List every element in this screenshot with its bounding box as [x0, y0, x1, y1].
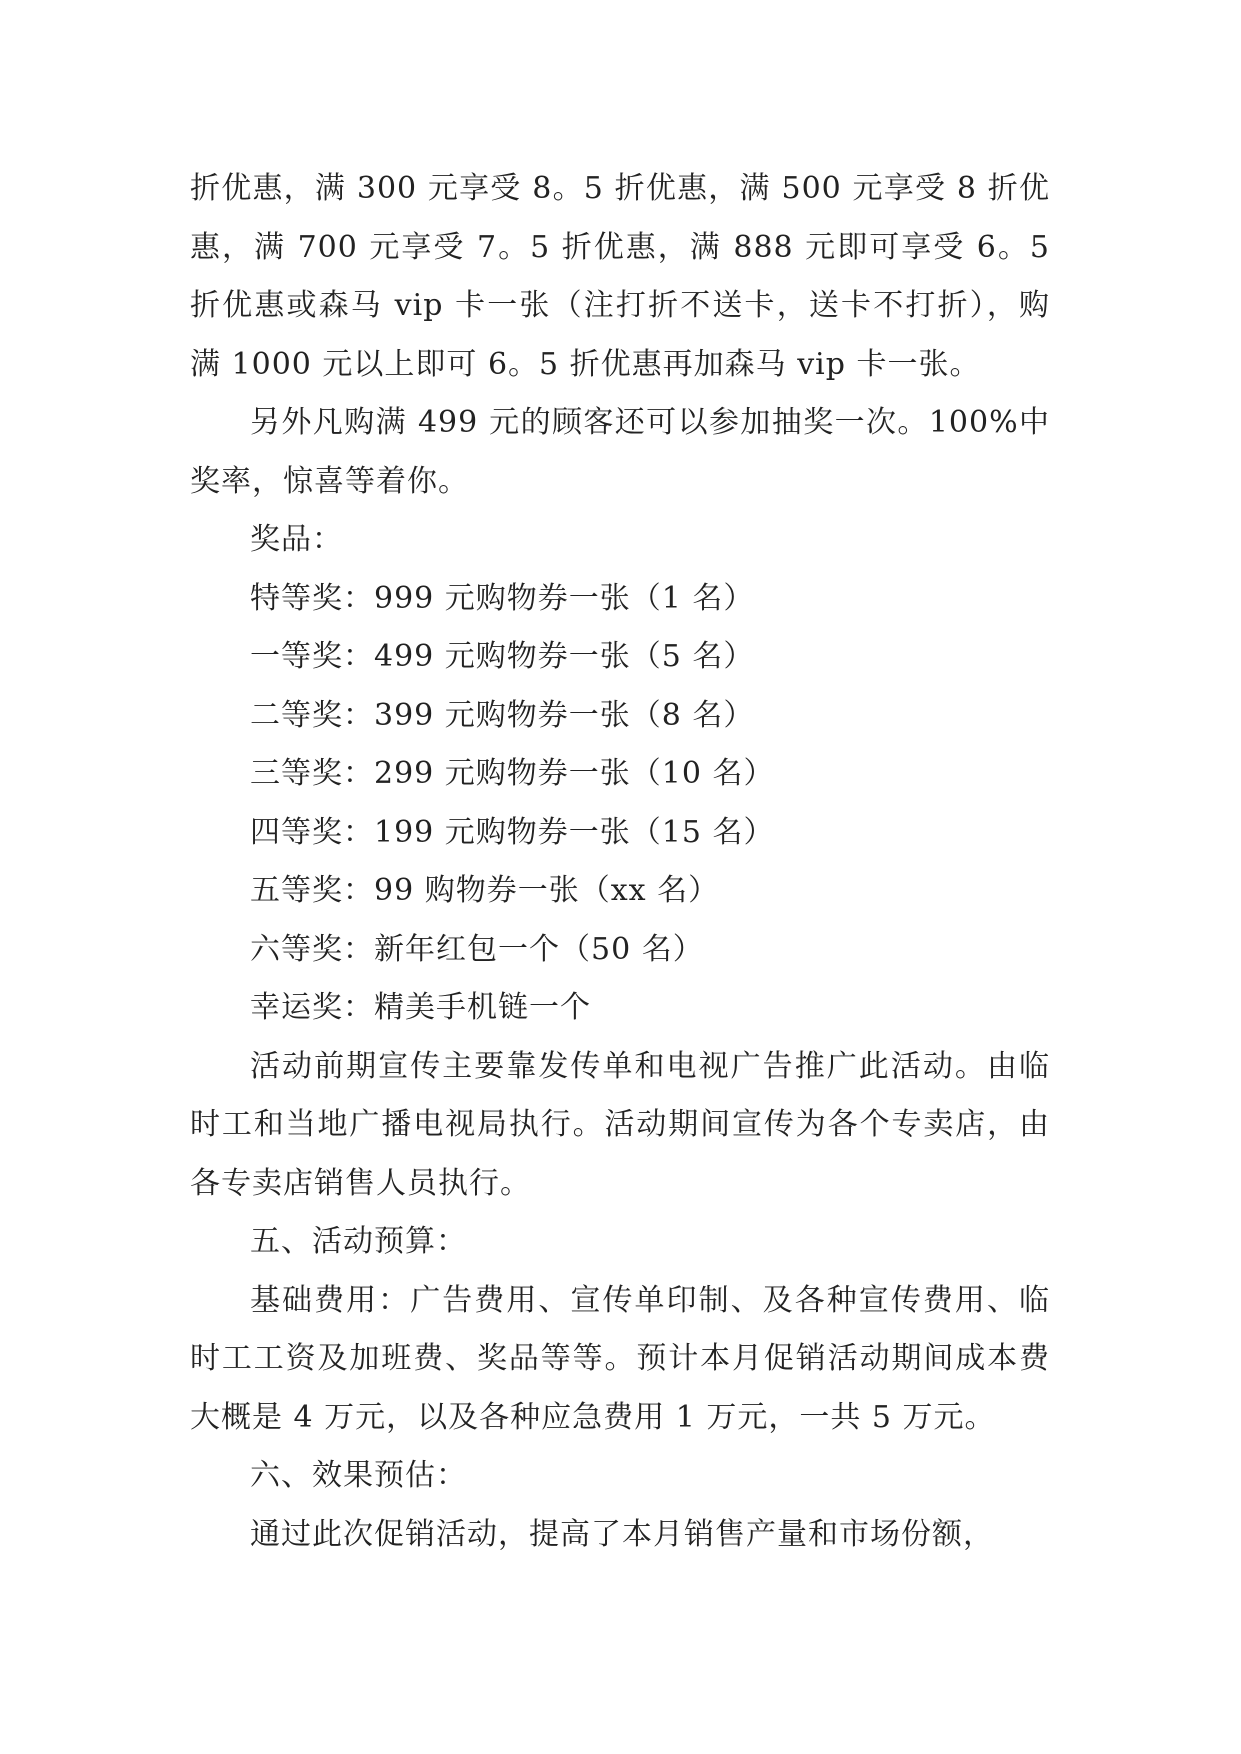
paragraph-effect: 通过此次促销活动，提高了本月销售产量和市场份额，	[250, 1516, 994, 1552]
prize-item-lucky: 幸运奖：精美手机链一个	[250, 990, 591, 1025]
prize-item-third: 三等奖：299 元购物券一张（10 名）	[250, 756, 775, 791]
prize-item-sixth: 六等奖：新年红包一个（50 名）	[250, 931, 704, 967]
paragraph-budget: 基础费用：广告费用、宣传单印制、及各种宣传费用、临时工工资及加班费、奖品等等。预计本月促销活动期间成本费大概是 4 万元，以及各种应急费用 1 万元，一共 5 万元。	[190, 1282, 1050, 1435]
paragraph-prizes-heading: 奖品：	[250, 522, 343, 557]
prize-item-fifth: 五等奖：99 购物券一张（xx 名）	[250, 873, 720, 908]
prize-item-fourth: 四等奖：199 元购物券一张（15 名）	[250, 814, 775, 850]
paragraph-discount-tiers: 折优惠，满 300 元享受 8。5 折优惠，满 500 元享受 8 折优惠，满 700 元享受 7。5 折优惠，满 888 元即可享受 6。5 折优惠或森马 vip 卡一张（注打折不送卡，送卡不打折），购满 1000 元以上即可 6。5 折优惠再加森马 vip 卡一张。	[190, 171, 1050, 382]
paragraph-promotion: 活动前期宣传主要靠发传单和电视广告推广此活动。由临时工和当地广播电视局执行。活动期间宣传为各个专卖店，由各专卖店销售人员执行。	[190, 1048, 1050, 1201]
paragraph-lottery-intro: 另外凡购满 499 元的顾客还可以参加抽奖一次。100%中奖率，惊喜等着你。	[190, 405, 1050, 499]
prize-item-second: 二等奖：399 元购物券一张（8 名）	[250, 697, 755, 733]
section-heading-budget: 五、活动预算：	[250, 1224, 467, 1259]
document-body	[190, 160, 1050, 1564]
section-heading-effect: 六、效果预估：	[250, 1458, 467, 1493]
prize-item-first: 一等奖：499 元购物券一张（5 名）	[250, 639, 755, 674]
prize-item-special: 特等奖：999 元购物券一张（1 名）	[250, 580, 755, 616]
